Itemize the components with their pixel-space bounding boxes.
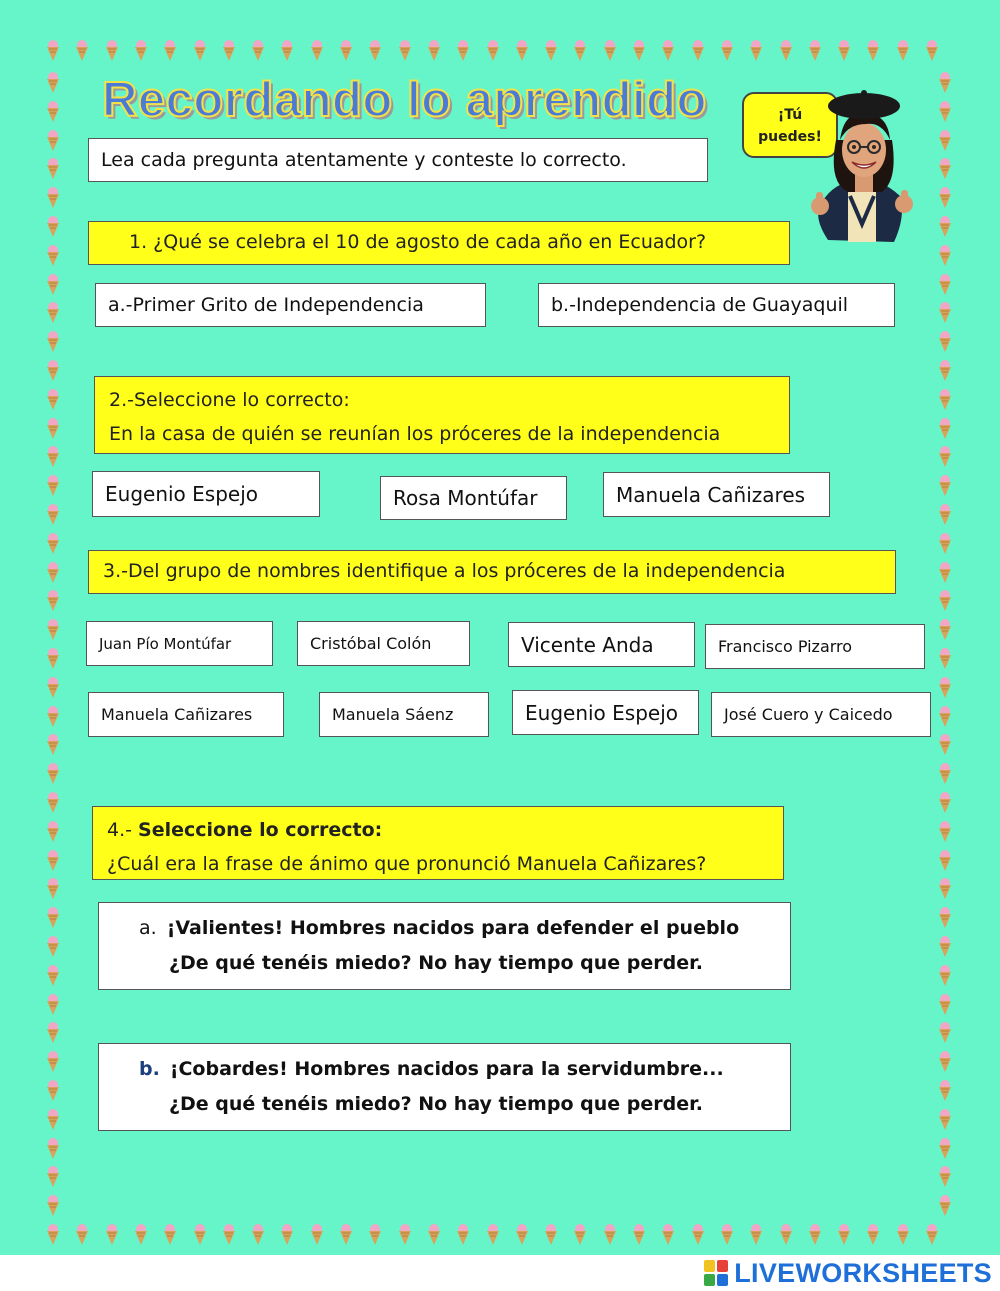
ice-cream-cone-icon [720,40,734,62]
ice-cream-cone-icon [46,72,60,94]
ice-cream-cone-icon [105,1224,119,1246]
q3-name-label: José Cuero y Caicedo [724,705,893,724]
q3-name-manuela-saenz[interactable] [319,692,489,737]
q3-name-eugenio-espejo[interactable] [512,690,699,735]
ice-cream-cone-icon [456,1224,470,1246]
ice-cream-cone-icon [193,1224,207,1246]
ice-cream-cone-icon [661,40,675,62]
q1-option-a[interactable] [95,283,486,327]
ice-cream-cone-icon [938,101,952,123]
ice-cream-cone-icon [938,850,952,872]
q4-option-b-letter: b. [139,1058,160,1080]
ice-cream-cone-icon [46,446,60,468]
teacher-avatar-icon [808,84,920,244]
q2-option-montufar[interactable] [380,476,567,520]
ice-cream-cone-icon [486,40,500,62]
ice-cream-cone-icon [46,936,60,958]
q4-option-a[interactable] [98,902,791,990]
q3-name-cristobal-colon[interactable] [297,621,470,666]
ice-cream-cone-icon [75,1224,89,1246]
instruction-text: Lea cada pregunta atentamente y conteste lo correcto. [101,149,627,171]
ice-cream-cone-icon [515,1224,529,1246]
q2-option-montufar-label: Rosa Montúfar [393,486,538,510]
ice-cream-cone-icon [661,1224,675,1246]
ice-cream-cone-icon [46,504,60,526]
ice-cream-cone-icon [251,1224,265,1246]
q2-option-canizares[interactable] [603,472,830,517]
ice-cream-cone-icon [938,187,952,209]
q3-name-label: Juan Pío Montúfar [99,634,232,653]
ice-cream-cone-icon [938,504,952,526]
ice-cream-cone-icon [938,446,952,468]
q3-name-jose-cuero-y-caicedo[interactable] [711,692,931,737]
q3-name-label: Vicente Anda [521,632,654,657]
page-title: Recordando lo aprendido [102,73,707,127]
ice-cream-cone-icon [46,1224,60,1246]
ice-cream-cone-icon [632,1224,646,1246]
ice-cream-cone-icon [46,158,60,180]
ice-cream-cone-icon [837,40,851,62]
question-2 [94,376,790,454]
ice-cream-cone-icon [398,40,412,62]
ice-cream-cone-icon [544,40,558,62]
ice-cream-cone-icon [938,533,952,555]
ice-cream-cone-icon [46,562,60,584]
ice-cream-cone-icon [251,40,265,62]
ice-cream-cone-icon [46,619,60,641]
ice-cream-cone-icon [75,40,89,62]
ice-cream-cone-icon [46,40,60,62]
q4-option-b-text-2: ¿De qué tenéis miedo? No hay tiempo que perder. [169,1093,703,1115]
q2-option-canizares-label: Manuela Cañizares [616,482,806,507]
q1-option-a-label: a.-Primer Grito de Independencia [108,294,424,316]
ice-cream-cone-icon [46,792,60,814]
ice-cream-cone-icon [808,40,822,62]
ice-cream-cone-icon [938,763,952,785]
ice-cream-cone-icon [46,1109,60,1131]
ice-cream-cone-icon [486,1224,500,1246]
ice-cream-cone-icon [938,648,952,670]
ice-cream-cone-icon [938,994,952,1016]
ice-cream-cone-icon [938,360,952,382]
ice-cream-cone-icon [515,40,529,62]
ice-cream-cone-icon [427,1224,441,1246]
q3-name-francisco-pizarro[interactable] [705,624,925,669]
liveworksheets-logo-icon [704,1260,728,1286]
q4-option-b-text-1: ¡Cobardes! Hombres nacidos para la servidumbre... [169,1058,724,1080]
ice-cream-cone-icon [938,158,952,180]
ice-cream-cone-icon [46,360,60,382]
ice-cream-cone-icon [46,994,60,1016]
ice-cream-cone-icon [46,1195,60,1217]
ice-cream-cone-icon [896,40,910,62]
ice-cream-cone-icon [339,40,353,62]
question-1 [88,221,790,265]
q1-option-b-label: b.-Independencia de Guayaquil [551,294,849,316]
ice-cream-cone-icon [280,1224,294,1246]
ice-cream-cone-icon [938,72,952,94]
ice-cream-cone-icon [925,40,939,62]
ice-cream-cone-icon [280,40,294,62]
ice-cream-cone-icon [46,965,60,987]
ice-cream-cone-icon [837,1224,851,1246]
question-4-line-1 [107,813,769,847]
ice-cream-cone-icon [938,389,952,411]
ice-cream-cone-icon [46,1080,60,1102]
ice-cream-cone-icon [134,40,148,62]
ice-cream-cone-icon [46,648,60,670]
question-4-line-2: ¿Cuál era la frase de ánimo que pronunció Manuela Cañizares? [107,853,707,875]
ice-cream-cone-icon [46,533,60,555]
ice-cream-cone-icon [938,590,952,612]
ice-cream-cone-icon [46,677,60,699]
ice-cream-cone-icon [46,302,60,324]
ice-cream-cone-icon [925,1224,939,1246]
ice-cream-cone-icon [46,331,60,353]
ice-cream-cone-icon [46,245,60,267]
question-3 [88,550,896,594]
ice-cream-cone-icon [720,1224,734,1246]
ice-cream-cone-icon [938,130,952,152]
ice-cream-cone-icon [896,1224,910,1246]
q4-option-a-letter: a. [139,917,157,939]
question-2-line-2: En la casa de quién se reunían los próceres de la independencia [109,423,721,445]
ice-cream-cone-icon [368,1224,382,1246]
ice-cream-cone-icon [427,40,441,62]
ice-cream-cone-icon [46,389,60,411]
ice-cream-cone-icon [46,1051,60,1073]
q2-option-espejo[interactable] [92,471,320,517]
question-1-text: 1. ¿Qué se celebra el 10 de agosto de cada año en Ecuador? [129,231,707,253]
ice-cream-cone-icon [938,792,952,814]
ice-cream-cone-icon [46,418,60,440]
ice-cream-cone-icon [46,475,60,497]
ice-cream-cone-icon [938,907,952,929]
q4-option-a-line-1 [139,911,739,946]
ice-cream-cone-icon [691,40,705,62]
ice-cream-cone-icon [938,706,952,728]
ice-cream-cone-icon [938,245,952,267]
ice-cream-cone-icon [938,1080,952,1102]
ice-cream-cone-icon [749,1224,763,1246]
ice-cream-cone-icon [573,40,587,62]
ice-cream-cone-icon [46,907,60,929]
ice-cream-cone-icon [163,1224,177,1246]
ice-cream-cone-icon [938,1109,952,1131]
ice-cream-cone-icon [310,40,324,62]
ice-cream-cone-icon [938,965,952,987]
ice-cream-cone-icon [46,274,60,296]
question-4-prefix: 4.- [107,819,139,841]
ice-cream-cone-icon [632,40,646,62]
ice-cream-cone-icon [779,40,793,62]
bubble-line-2: puedes! [758,129,822,145]
ice-cream-cone-icon [222,1224,236,1246]
ice-cream-cone-icon [105,40,119,62]
ice-cream-cone-icon [938,677,952,699]
question-2-line-1: 2.-Seleccione lo correcto: [109,389,350,411]
ice-cream-cone-icon [938,302,952,324]
q3-name-juan-pio-montufar[interactable] [86,621,273,666]
ice-cream-cone-icon [544,1224,558,1246]
ice-cream-cone-icon [749,40,763,62]
q4-option-b-line-1 [139,1052,724,1087]
ice-cream-cone-icon [866,1224,880,1246]
ice-cream-cone-icon [938,475,952,497]
ice-cream-cone-icon [46,101,60,123]
ice-cream-cone-icon [46,1138,60,1160]
ice-cream-cone-icon [938,734,952,756]
ice-cream-cone-icon [398,1224,412,1246]
q3-name-vicente-anda[interactable] [508,622,695,667]
ice-cream-cone-icon [938,821,952,843]
q3-name-label: Francisco Pizarro [718,637,853,656]
ice-cream-cone-icon [456,40,470,62]
q4-option-a-text-2: ¿De qué tenéis miedo? No hay tiempo que perder. [169,952,703,974]
q4-option-a-text-1: ¡Valientes! Hombres nacidos para defender el pueblo [166,917,740,939]
ice-cream-cone-icon [938,878,952,900]
q3-name-label: Manuela Cañizares [101,705,253,724]
ice-cream-cone-icon [46,590,60,612]
ice-cream-cone-icon [866,40,880,62]
ice-cream-cone-icon [46,706,60,728]
ice-cream-cone-icon [193,40,207,62]
ice-cream-cone-icon [163,40,177,62]
ice-cream-cone-icon [691,1224,705,1246]
ice-cream-cone-icon [938,274,952,296]
ice-cream-cone-icon [938,1022,952,1044]
ice-cream-cone-icon [46,187,60,209]
q3-name-label: Manuela Sáenz [332,705,454,724]
ice-cream-cone-icon [134,1224,148,1246]
ice-cream-cone-icon [339,1224,353,1246]
instruction-box [88,138,708,182]
bubble-line-1: ¡Tú [777,107,803,123]
ice-cream-cone-icon [603,1224,617,1246]
ice-cream-cone-icon [938,1166,952,1188]
ice-cream-cone-icon [938,1138,952,1160]
ice-cream-cone-icon [938,619,952,641]
ice-cream-cone-icon [46,878,60,900]
ice-cream-cone-icon [46,763,60,785]
question-4-bold: Seleccione lo correcto: [138,819,383,841]
q1-option-b[interactable] [538,283,895,327]
ice-cream-cone-icon [938,1195,952,1217]
ice-cream-cone-icon [46,130,60,152]
liveworksheets-brand [704,1256,992,1290]
ice-cream-cone-icon [222,40,236,62]
ice-cream-cone-icon [938,418,952,440]
ice-cream-cone-icon [938,1051,952,1073]
ice-cream-cone-icon [46,821,60,843]
ice-cream-cone-icon [938,331,952,353]
ice-cream-cone-icon [808,1224,822,1246]
ice-cream-cone-icon [779,1224,793,1246]
ice-cream-cone-icon [938,562,952,584]
question-3-text: 3.-Del grupo de nombres identifique a los próceres de la independencia [103,560,786,582]
ice-cream-cone-icon [310,1224,324,1246]
ice-cream-cone-icon [46,734,60,756]
ice-cream-cone-icon [938,936,952,958]
ice-cream-cone-icon [46,1166,60,1188]
ice-cream-cone-icon [938,216,952,238]
q3-name-manuela-canizares[interactable] [88,692,284,737]
q3-name-label: Cristóbal Colón [310,634,432,653]
question-4 [92,806,784,880]
ice-cream-cone-icon [573,1224,587,1246]
liveworksheets-text: LIVEWORKSHEETS [734,1257,992,1288]
ice-cream-cone-icon [603,40,617,62]
ice-cream-cone-icon [46,850,60,872]
ice-cream-cone-icon [368,40,382,62]
ice-cream-cone-icon [46,216,60,238]
q3-name-label: Eugenio Espejo [525,700,678,725]
q4-option-b[interactable] [98,1043,791,1131]
q2-option-espejo-label: Eugenio Espejo [105,482,258,506]
ice-cream-cone-icon [46,1022,60,1044]
